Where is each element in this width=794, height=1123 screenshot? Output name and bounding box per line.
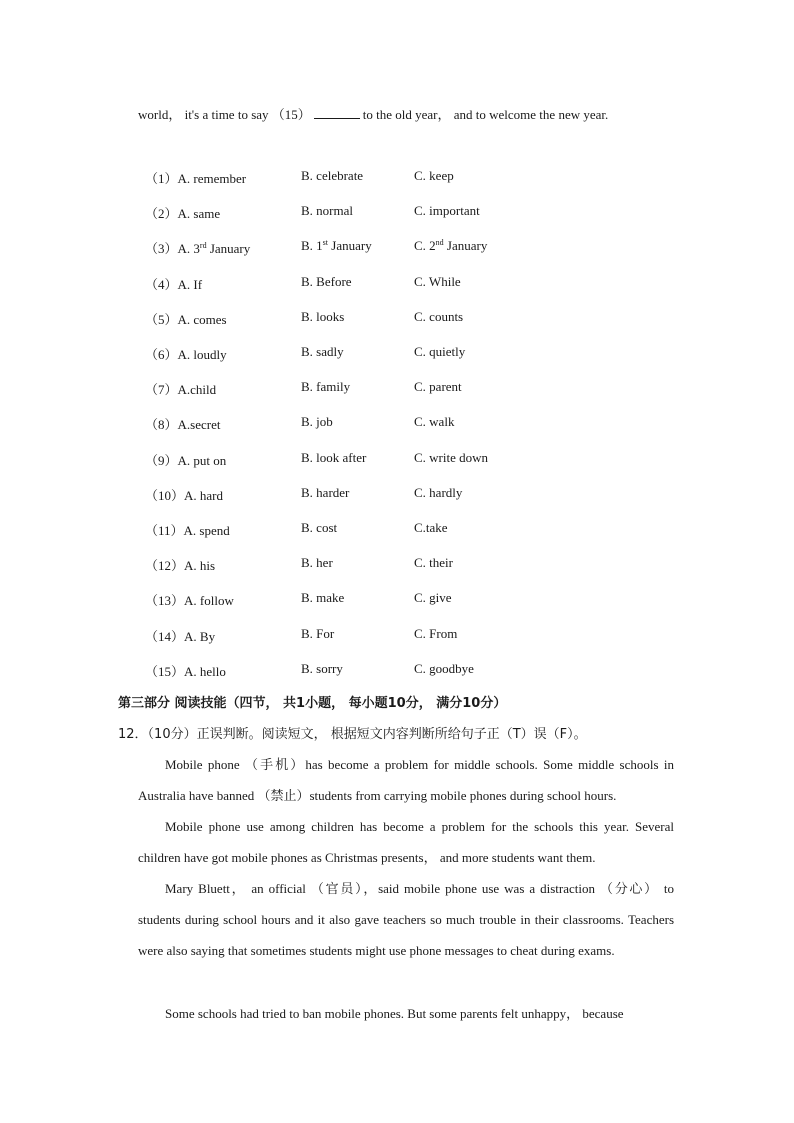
option-c xyxy=(414,379,462,395)
option-c-text: C. quietly xyxy=(414,344,466,359)
reading-paragraph-4: Some schools had tried to ban mobile phones. But some parents felt unhappy， because xyxy=(165,1006,624,1021)
passage-text-after-blank: to the old year， and to welcome the new year. xyxy=(362,107,609,122)
option-a-text: A. By xyxy=(184,628,216,644)
option-b xyxy=(301,379,350,395)
option-b xyxy=(301,626,334,642)
option-c-text: C. write down xyxy=(414,449,489,465)
passage-last-line xyxy=(138,104,608,123)
option-rest: January xyxy=(206,241,251,257)
option-c-text: C. counts xyxy=(414,308,464,324)
option-a-text: A. comes xyxy=(177,311,227,327)
option-c-text: C.take xyxy=(414,520,448,535)
answer-blank-15 xyxy=(314,107,360,119)
option-rest: January xyxy=(328,238,372,254)
option-a-text: A. same xyxy=(177,206,221,222)
question-number: （2） xyxy=(145,206,178,222)
option-c xyxy=(414,661,474,677)
option-a-text: A. spend xyxy=(183,523,230,538)
option-a xyxy=(145,626,215,645)
option-b-text: B. sadly xyxy=(301,344,344,359)
option-c xyxy=(414,274,461,290)
option-c xyxy=(414,203,480,219)
option-a xyxy=(145,414,220,433)
option-c-text: C. goodbye xyxy=(414,660,474,676)
option-c xyxy=(414,414,454,430)
question-number: （5） xyxy=(145,311,178,327)
question-number: （4） xyxy=(145,276,178,292)
option-a-text: A.secret xyxy=(177,417,221,433)
option-c xyxy=(414,238,487,254)
option-b-text: B. For xyxy=(301,625,335,641)
question-number: （8） xyxy=(145,417,178,433)
option-a xyxy=(145,238,250,257)
option-a-text: A. hard xyxy=(184,487,224,503)
question-number: （9） xyxy=(145,452,178,468)
option-a xyxy=(145,344,227,363)
option-b xyxy=(301,309,344,325)
option-b xyxy=(301,555,333,571)
option-b xyxy=(301,661,343,677)
option-a xyxy=(145,203,220,222)
option-a-text: A. put on xyxy=(177,452,227,468)
option-b xyxy=(301,238,372,254)
question-number: （10） xyxy=(145,487,185,503)
option-a-text: A. If xyxy=(177,276,203,292)
option-a-text: A. his xyxy=(184,558,216,574)
option-a xyxy=(145,379,216,398)
option-a xyxy=(145,520,230,539)
option-c xyxy=(414,590,452,606)
option-a xyxy=(145,274,202,293)
option-c xyxy=(414,626,457,642)
option-c xyxy=(414,450,488,466)
ordinal-suffix: rd xyxy=(199,241,207,251)
option-c-text: C. give xyxy=(414,590,452,606)
reading-paragraph-3: Mary Bluett， an official （官员），said mobile phone use was a distraction （分心） to students during school hours and it also gave teachers so much trouble in their classrooms. Teachers were also saying that sometimes students might use phone messages to cheat during exams. xyxy=(138,881,674,959)
option-a-text: A. hello xyxy=(184,663,226,679)
option-c xyxy=(414,168,454,184)
option-b-text: B. make xyxy=(301,590,345,606)
option-c-text: C. From xyxy=(414,625,458,641)
option-b-text: B. normal xyxy=(301,203,353,219)
question-instruction: 12．（10分）正误判断。阅读短文， 根据短文内容判断所给句子正（T）误（F）。 xyxy=(118,727,587,742)
option-b xyxy=(301,203,353,219)
option-c xyxy=(414,520,448,536)
option-c xyxy=(414,555,453,571)
option-a xyxy=(145,555,215,574)
option-c xyxy=(414,344,465,360)
passage-text-before-blank: world， it's a time to say （15） xyxy=(138,107,311,122)
option-b xyxy=(301,274,352,290)
option-b-text: B. look after xyxy=(301,449,367,465)
reading-paragraph-1: Mobile phone （手机）has become a problem for middle schools. Some middle schools in Australia have banned （禁止）students from carrying mobile phones during school hours. xyxy=(138,757,674,804)
option-a-text: A. follow xyxy=(184,593,234,609)
option-c-text: C. parent xyxy=(414,379,462,395)
option-b xyxy=(301,520,337,536)
option-a-text: A. loudly xyxy=(177,347,227,362)
option-b xyxy=(301,414,333,430)
ordinal-suffix: st xyxy=(322,238,329,248)
option-b-text: B. celebrate xyxy=(301,168,364,183)
question-number: （14） xyxy=(145,628,185,644)
option-b-text: B. 1 xyxy=(301,238,323,254)
reading-paragraph-2: Mobile phone use among children has become a problem for the schools this year. Several children have got mobile phones as Christmas presents， and more students want them. xyxy=(138,819,674,866)
option-b-text: B. family xyxy=(301,379,351,395)
section-heading: 第三部分 阅读技能（四节， 共1小题， 每小题10分， 满分10分） xyxy=(118,696,507,711)
option-b-text: B. looks xyxy=(301,308,345,324)
option-a-text: A. 3 xyxy=(177,241,200,257)
option-b xyxy=(301,485,349,501)
question-number: （12） xyxy=(145,558,185,574)
option-a xyxy=(145,590,234,609)
option-b xyxy=(301,344,344,360)
option-b-text: B. cost xyxy=(301,520,338,535)
option-b xyxy=(301,450,366,466)
ordinal-suffix: nd xyxy=(435,238,444,248)
option-b-text: B. harder xyxy=(301,484,350,500)
option-c-text: C. 2 xyxy=(414,238,436,254)
option-c-text: C. important xyxy=(414,203,480,219)
question-number: （7） xyxy=(145,382,178,398)
option-c-text: C. hardly xyxy=(414,484,463,500)
option-a xyxy=(145,661,226,680)
question-number: （11） xyxy=(145,523,184,538)
option-c xyxy=(414,485,462,501)
option-a-text: A.child xyxy=(177,382,217,398)
question-number: （6） xyxy=(145,347,178,362)
question-number: （1） xyxy=(145,171,178,186)
option-a xyxy=(145,309,227,328)
option-c xyxy=(414,309,463,325)
option-c-text: C. While xyxy=(414,273,461,289)
option-b-text: B. sorry xyxy=(301,660,343,676)
option-a xyxy=(145,485,223,504)
option-c-text: C. keep xyxy=(414,168,454,183)
option-c-text: C. their xyxy=(414,555,453,571)
option-b-text: B. job xyxy=(301,414,333,430)
question-number: （3） xyxy=(145,241,178,257)
option-b-text: B. Before xyxy=(301,273,352,289)
question-number: （13） xyxy=(145,593,185,609)
option-a-text: A. remember xyxy=(177,171,247,186)
option-a xyxy=(145,168,246,187)
option-c-text: C. walk xyxy=(414,414,455,430)
question-number: （15） xyxy=(145,663,185,679)
option-b-text: B. her xyxy=(301,555,333,571)
option-b xyxy=(301,590,344,606)
option-b xyxy=(301,168,363,184)
option-a xyxy=(145,450,226,469)
option-rest: January xyxy=(443,238,488,254)
